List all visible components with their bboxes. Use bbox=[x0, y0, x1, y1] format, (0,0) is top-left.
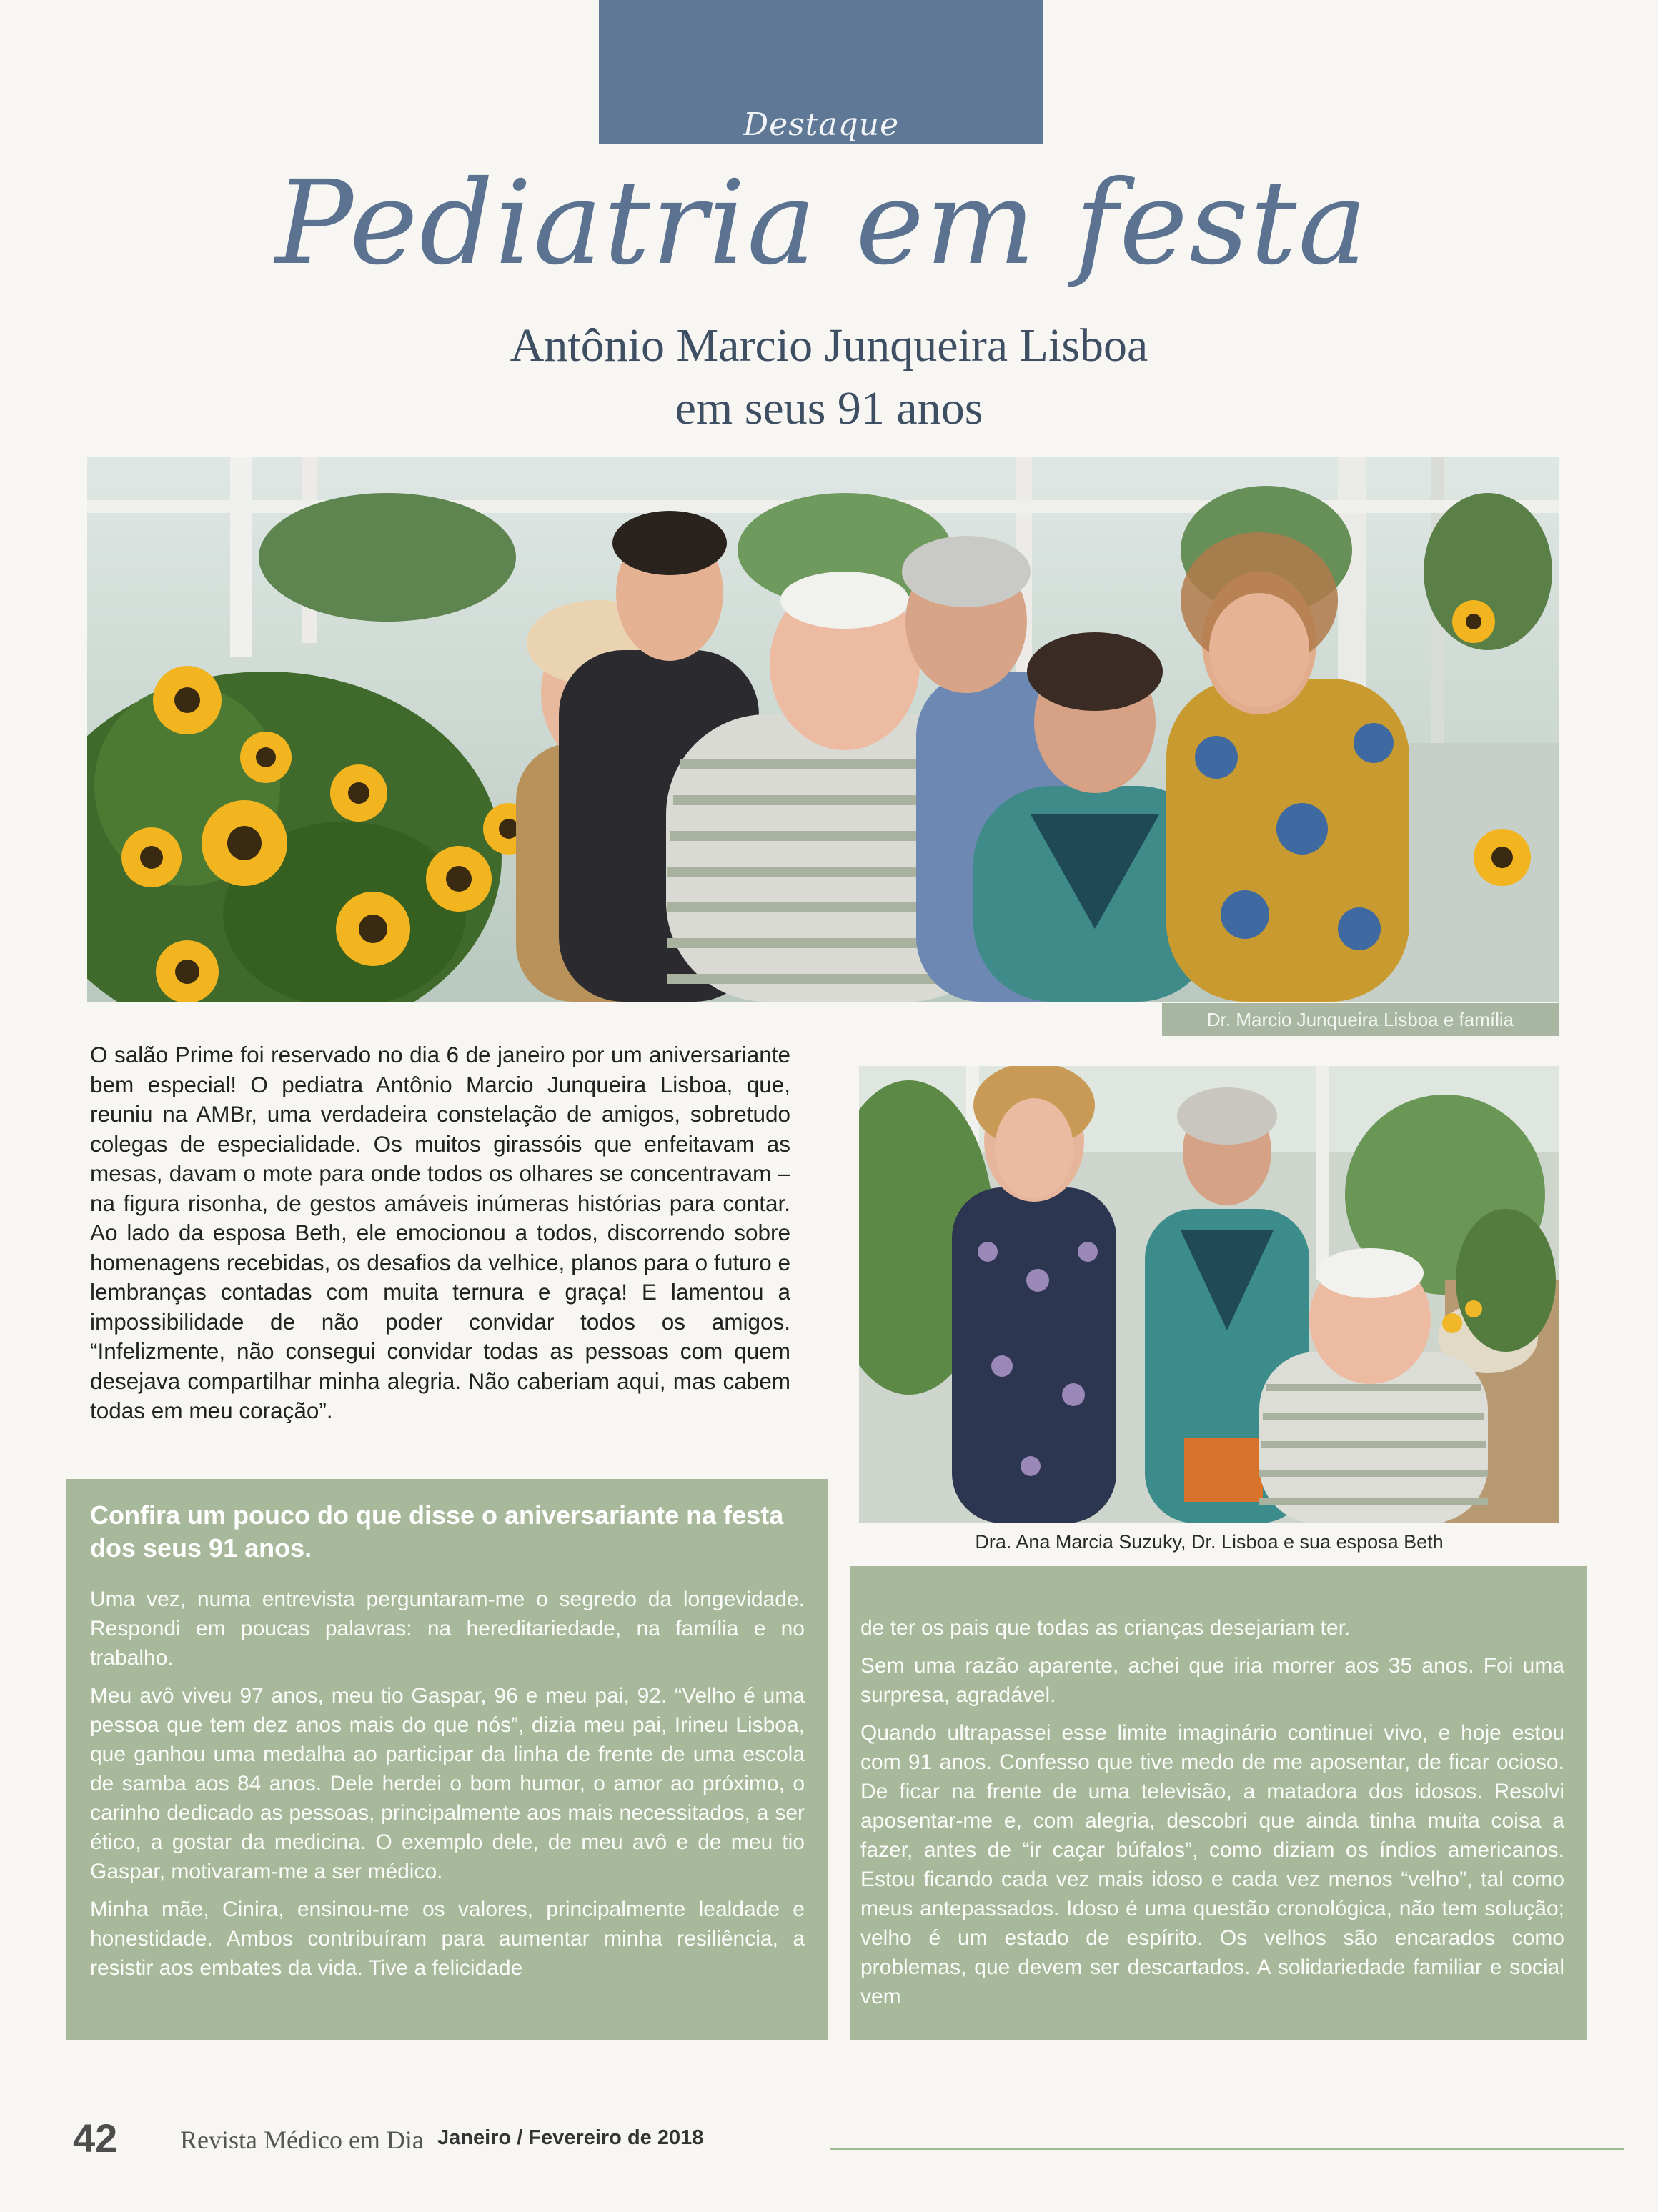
section-label: Destaque bbox=[743, 106, 900, 143]
main-photo bbox=[87, 457, 1559, 1002]
quote-paragraph: Sem uma razão aparente, achei que iria morrer aos 35 anos. Foi uma surpresa, agradável. bbox=[860, 1654, 1564, 1707]
page-title: Pediatria em festa bbox=[275, 156, 1369, 291]
subtitle bbox=[0, 314, 1658, 440]
quote-box-right-column bbox=[860, 1613, 1564, 2020]
main-photo-caption: Dr. Marcio Junqueira Lisboa e família bbox=[1162, 1003, 1559, 1036]
quote-paragraph: Uma vez, numa entrevista perguntaram-me o segredo da longevidade. Respondi em poucas palavras: na hereditariedade, na família e no trabalho. bbox=[90, 1588, 805, 1670]
footer-divider bbox=[830, 2148, 1624, 2150]
subtitle-line-1: Antônio Marcio Junqueira Lisboa bbox=[510, 319, 1148, 372]
publication-name: Revista Médico em Dia bbox=[180, 2126, 424, 2154]
issue-date: Janeiro / Fevereiro de 2018 bbox=[437, 2126, 704, 2149]
intro-paragraph: O salão Prime foi reservado no dia 6 de janeiro por um aniversariante bem especial! O pediatra Antônio Marcio Junqueira Lisboa, que, reuniu na AMBr, uma verdadeira constelação de amigos, sobretudo colegas de especialidade. Os muitos girassóis que enfeitavam as mesas, davam o mote para onde todos os olhares se concentravam – na figura risonha, de gestos amáveis inúmeras histórias para contar. Ao lado da esposa Beth, ele emocionou a todos, discorrendo sobre homenagens recebidas, os desafios da velhice, planos para o futuro e lembranças contadas com muita ternura e graça! E lamentou a impossibilidade de não poder convidar todos os amigos. “Infelizmente, não consegui convidar todas as pessoas com quem desejava compartilhar minha alegria. Não caberiam aqui, mas cabem todas em meu coração”. bbox=[90, 1042, 790, 1423]
page-number: 42 bbox=[73, 2116, 118, 2161]
quote-paragraph: de ter os pais que todas as crianças desejariam ter. bbox=[860, 1616, 1351, 1640]
quote-paragraph: Minha mãe, Cinira, ensinou-me os valores, principalmente lealdade e honestidade. Ambos contribuíram para aumentar minha resiliência, a resistir aos embates da vida. Tive a felicidade bbox=[90, 1898, 805, 1980]
second-photo bbox=[859, 1066, 1559, 1523]
quote-paragraph: Quando ultrapassei esse limite imaginário continuei vivo, e hoje estou com 91 anos. Confesso que tive medo de me aposentar, de ficar ocioso. De ficar na frente de uma televisão, a matadora dos idosos. Resolvi aposentar-me e, com alegria, descobri que ainda tinha muita coisa a fazer, antes de “ir caçar búfalos”, como diziam os índios americanos. Estou ficando cada vez mais idoso e cada vez menos “velho”, tal como meus antepassados. Idoso é uma questão cronológica, não tem solução; velho é um estado de espírito. Os velhos são encarados como problemas, que devem ser descartados. A solidariedade familiar e social vem bbox=[860, 1721, 1564, 2008]
quote-box-heading: Confira um pouco do que disse o aniversariante na festa dos seus 91 anos. bbox=[90, 1500, 784, 1563]
second-photo-caption: Dra. Ana Marcia Suzuky, Dr. Lisboa e sua esposa Beth bbox=[859, 1523, 1559, 1566]
quote-paragraph: Meu avô viveu 97 anos, meu tio Gaspar, 96 e meu pai, 92. “Velho é uma pessoa que tem dez anos mais do que nós”, dizia meu pai, Irineu Lisboa, que ganhou uma medalha ao participar da linha de frente de uma escola de samba aos 84 anos. Dele herdei o bom humor, o amor ao próximo, o carinho dedicado as pessoas, principalmente aos mais necessitados, a ser ético, a gostar da medicina. O exemplo dele, de meu avô e de meu tio Gaspar, motivaram-me a ser médico. bbox=[90, 1684, 805, 1883]
quote-box-left-column bbox=[90, 1585, 805, 1991]
subtitle-line-2: em seus 91 anos bbox=[675, 382, 983, 434]
section-tab bbox=[599, 0, 1043, 144]
